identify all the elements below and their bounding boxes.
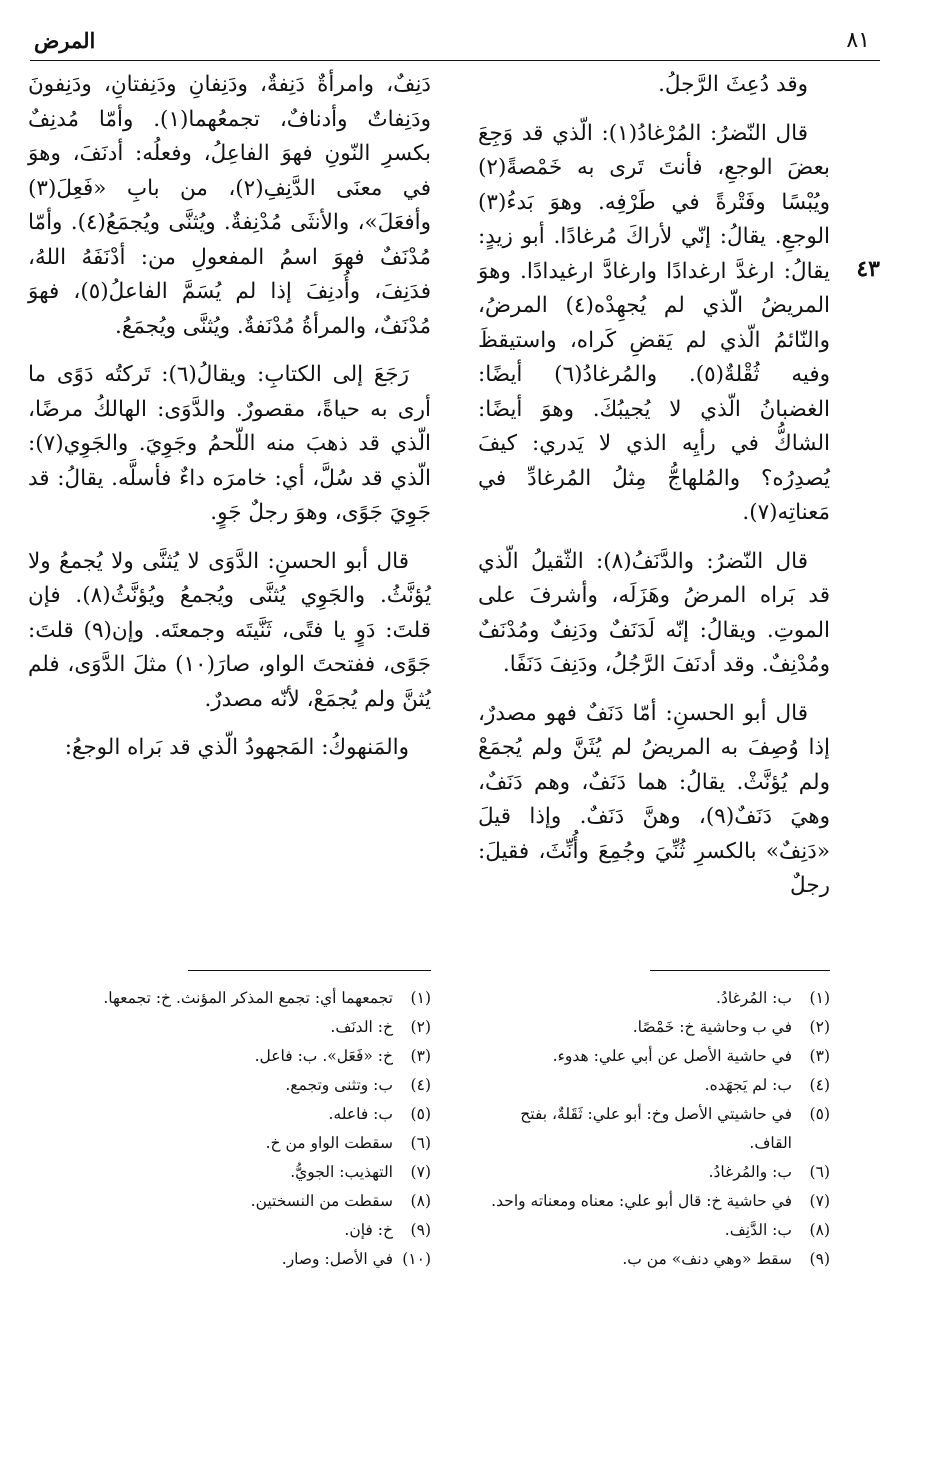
footnote-text: سقطت الواو من خ. [265,1134,393,1152]
footnote [28,1245,431,1274]
footnote-number: (٣) [809,1047,830,1065]
footnote-number: (٦) [410,1134,431,1152]
footnote-number: (١٠) [402,1250,431,1268]
footnote-text: في حاشية الأصل عن أبي علي: هدوء. [552,1047,792,1065]
paragraph: دَنِفٌ، وامرأةٌ دَنِفةٌ، ودَنِفانِ ودَنِفتانِ، ودَنِفونَ ودَنِفاتٌ وأدنافٌ، تجمعُهما(١). وأمّا مُدنِفٌ بكسرِ النّونِ فهوَ الفاعِلُ، وفعلُه: أدنَفَ، وهوَ في معنَى الدَّنِفِ(٢)، من بابِ «فَعِلَ(٣) وأفعَلَ»، والأنثَى مُدْنِفةٌ. ويُثنَّى ويُجمَعُ(٤). وأمّا مُدْنَفٌ فهوَ اسمُ المفعولِ من: أدْنَفَهُ اللهُ، فدَنِفَ، وأُدنِفَ إذا لم يُسَمَّ الفاعلُ(٥)، فهوَ مُدْنَفٌ، والمرأةُ مُدْنَفةٌ. ويُثنَّى ويُجمَعُ. [28,72,431,339]
footnote-number: (١) [410,989,431,1007]
footnote [478,984,830,1013]
paragraph: قال أبو الحسنِ: أمّا دَنَفٌ فهو مصدرٌ، إذا وُصِفَ به المريضُ لم يُثَنَّ ولم يُجمَعْ ولم يُؤنَّثْ. يقالُ: هما دَنَفٌ، وهم دَنَفٌ، وهيَ دَنَفٌ(٩)، وهنَّ دَنَفٌ. وإذا قيلَ «دَنِفٌ» بالكسرِ ثُنِّيَ وجُمِعَ وأُنِّثَ، فقيلَ: رجلٌ [478,700,830,898]
footnote [28,1129,431,1158]
footnote [478,1187,830,1216]
page-number: ٨١ [846,28,870,53]
footnote-text: ب: وتثنى وتجمع. [285,1076,393,1094]
footnote-number: (٥) [809,1105,830,1123]
footnote-number: (٨) [410,1192,431,1210]
footnote-text: ب: المُرغادُ. [716,989,792,1007]
footnote-divider-right [650,970,830,971]
footnotes-left [28,984,431,1274]
footnote-text: خ: الدنَف. [330,1018,393,1036]
paragraph: قال النّضرُ: المُرْغادُ(١): الّذي قد وَجِعَ بعضَ الوجعِ، فأنتَ تَرى به خَمْصةً(٢) ويُبْسًا وفَتْرةً في طَرْفِه. وهوَ بَدءُ(٣) الوجعِ. يقالُ: إنّي لأراكَ مُرغادًا. أبو زيدٍ: يقالُ: ارغدَّ ارغدادًا وارغادَّ ارغيدادًا. وهوَ المريضُ الّذي لم يُجهِدْه(٤) المرضُ، والنّائمُ الّذي لم يَقضِ كَراه، واستيقظَ وفيه ثُقْلةٌ(٥). والمُرغادُ(٦) أيضًا: الغضبانُ الّذي لا يُجيبُكَ. وهوَ أيضًا: الشاكُّ في رأيِه الذي لا يَدري: كيفَ يُصدِرُه؟ والمُلهاجُّ مِثلُ المُرغادِّ في مَعناتِه(٧). [478,120,831,525]
footnote [478,1071,830,1100]
footnote-divider-left [188,970,431,971]
footnote-number: (٧) [410,1163,431,1181]
footnote [28,1071,431,1100]
footnote [478,1245,830,1274]
left-column [28,68,431,780]
paragraph: والمَنهوكُ: المَجهودُ الّذي قد بَراه الوجعُ: [64,735,409,760]
footnote-number: (٣) [410,1047,431,1065]
footnote-text: في ب وحاشية خ: خَمْصًا. [632,1018,792,1036]
footnote-number: (٨) [809,1221,830,1239]
page-header [30,28,880,61]
footnote [28,1158,431,1187]
footnote-text: في حاشيتي الأصل وخ: أبو علي: ثَقَلةٌ، بفتح القاف. [520,1105,792,1152]
footnote-text: خ: فإن. [344,1221,393,1239]
footnote [478,1216,830,1245]
footnote-text: ب: والمُرغادُ. [708,1163,792,1181]
footnote-number: (٢) [410,1018,431,1036]
footnote [478,1013,830,1042]
footnote-number: (٩) [809,1250,830,1268]
right-column [478,68,830,918]
footnote [28,1013,431,1042]
footnotes-right [478,984,830,1274]
footnote [28,1216,431,1245]
footnote-text: خ: «فَعَل». ب: فاعل. [254,1047,393,1065]
footnote-text: ب: فاعله. [328,1105,393,1123]
paragraph: وقد دُعِثَ الرَّجلُ. [658,72,808,97]
footnote-number: (٤) [410,1076,431,1094]
footnote-text: سقط «وهي دنف» من ب. [622,1250,792,1268]
footnote-text: ب: لم يَجهَده. [704,1076,792,1094]
footnote-text: سقطت من النسختين. [250,1192,393,1210]
footnote-text: تجمعهما أي: تجمع المذكر المؤنث. خ: تجمعها. [103,989,393,1007]
footnote-number: (٥) [410,1105,431,1123]
paragraph: قال النّضرُ: والدَّنَفُ(٨): الثّقيلُ الّذي قد بَراه المرضُ وهَزَلَه، وأشرفَ على الموتِ. ويقالُ: إنّه لَدَنَفٌ ودَنِفٌ ومُدْنَفٌ ومُدْنِفٌ. وقد أدنَفَ الرَّجُلُ، ودَنِفَ دَنَفًا. [478,548,830,677]
section-margin-number: ٤٣ [856,256,880,282]
paragraph: رَجَعَ إلى الكتابِ: ويقالُ(٦): تَركتُه دَوًى ما أرى به حياةً، مقصورٌ. والدَّوَى: الهالكُ مرضًا، الّذي قد ذهبَ منه اللّحمُ وجَوِيَ. والجَوِي(٧): الّذي قد سُلَّ، أي: خامرَه داءٌ فأسلَّه. يقالُ: قد جَوِيَ جَوًى، وهوَ رجلٌ جَوٍ. [28,362,431,525]
paragraph: قال أبو الحسنِ: الدَّوَى لا يُثنَّى ولا يُجمعُ ولا يُؤنَّثُ. والجَوِي يُثنَّى ويُجمعُ ويُؤنَّثُ(٨). فإن قلتَ: دَوٍ يا فتًى، ثَنَّيتَه وجمعتَه. وإن(٩) قلتَ: جَوًى، ففتحتَ الواو، صارَ(١٠) مثلَ الدَّوَى، فلم يُثنَّ ولم يُجمَعْ، لأنّه مصدرٌ. [28,548,431,712]
footnote-text: في الأصل: وصار. [281,1250,393,1268]
footnote [28,1187,431,1216]
footnote-number: (١) [809,989,830,1007]
footnote-number: (٧) [809,1192,830,1210]
footnote-number: (٤) [809,1076,830,1094]
footnote-number: (٩) [410,1221,431,1239]
footnote [478,1042,830,1071]
footnote-number: (٦) [809,1163,830,1181]
footnote [28,984,431,1013]
footnote [478,1158,830,1187]
footnote-text: ب: الدَّنِف. [724,1221,792,1239]
running-head: المرض [34,28,96,53]
footnote-number: (٢) [809,1018,830,1036]
footnote [28,1100,431,1129]
footnote [478,1100,830,1158]
footnote-text: التهذيب: الجويُّ. [290,1163,393,1181]
footnote-text: في حاشية خ: قال أبو علي: معناه ومعناته واحد. [491,1192,792,1210]
footnote [28,1042,431,1071]
